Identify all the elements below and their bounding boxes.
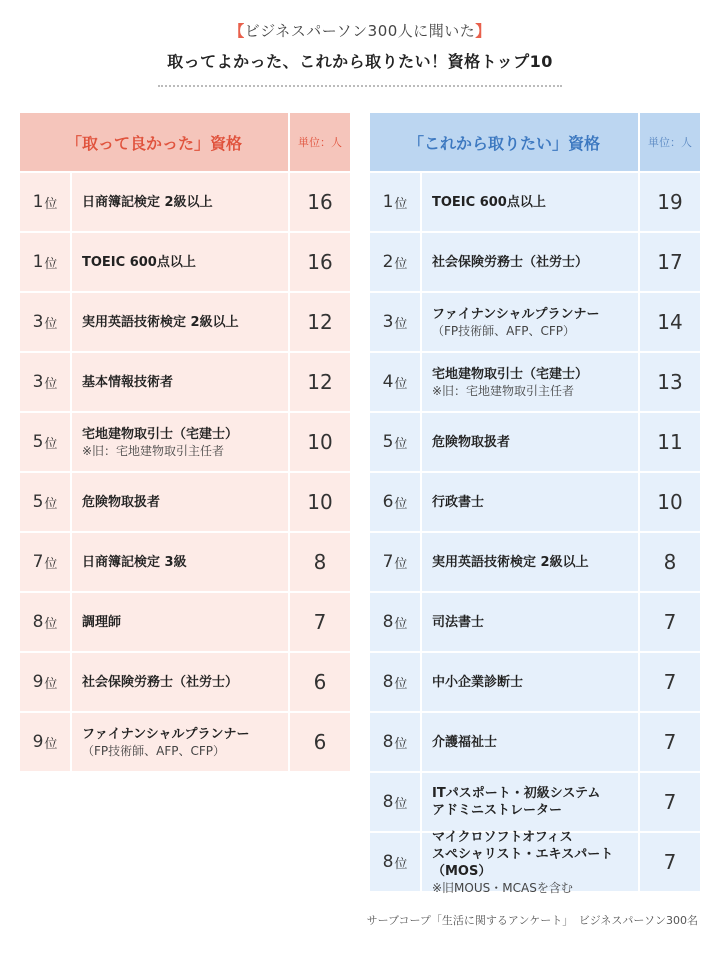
qualification-note: （FP技術師、AFP、CFP） (432, 323, 576, 338)
rank-number: 4 (382, 372, 394, 392)
rank-number: 5 (32, 492, 44, 512)
table-row (370, 773, 700, 831)
rank-cell (370, 173, 420, 231)
qualification-name: ファイナンシャルプランナー (432, 306, 600, 322)
header (0, 20, 720, 72)
table-body (20, 173, 350, 771)
rank-suffix: 位 (394, 676, 408, 692)
qualification-note: ※旧：宅地建物取引主任者 (432, 383, 575, 398)
table-row (370, 473, 700, 531)
table-want-to-get (370, 113, 700, 895)
rank-number: 8 (382, 792, 394, 812)
rank-suffix: 位 (394, 436, 408, 452)
qualification-note: ※旧MOUS・MCASを含む (432, 880, 573, 895)
qualification-cell (72, 653, 288, 711)
table-row (20, 473, 350, 531)
qualification-name: 行政書士 (432, 494, 485, 510)
qualification-cell (72, 533, 288, 591)
count-value: 7 (640, 833, 700, 891)
rank-number: 3 (382, 312, 394, 332)
unit-label: 単位：人 (640, 113, 700, 171)
rank-cell (20, 353, 70, 411)
qualification-name: 宅地建物取引士（宅建士） (82, 426, 239, 442)
qualification-name: 司法書士 (432, 614, 485, 630)
qualification-name: TOEIC 600点以上 (432, 194, 546, 210)
table-row (20, 353, 350, 411)
rank-cell (370, 593, 420, 651)
count-value: 8 (290, 533, 350, 591)
qualification-cell (422, 653, 638, 711)
qualification-cell (72, 593, 288, 651)
qualification-cell (72, 293, 288, 351)
rank-cell (20, 533, 70, 591)
rank-suffix: 位 (394, 256, 408, 272)
qualification-cell (72, 173, 288, 231)
qualification-name: 危険物取扱者 (82, 494, 161, 510)
qualification-cell (422, 533, 638, 591)
qualification-name: 介護福祉士 (432, 734, 498, 750)
title-divider (158, 85, 562, 87)
qualification-cell (72, 473, 288, 531)
qualification-cell (422, 173, 638, 231)
rank-cell (20, 233, 70, 291)
source-footnote: サーブコープ「生活に関するアンケート」 ビジネスパーソン300名 (366, 914, 698, 927)
rank-suffix: 位 (44, 676, 58, 692)
rank-number: 6 (382, 492, 394, 512)
table-row (20, 593, 350, 651)
count-value: 14 (640, 293, 700, 351)
qualification-cell (72, 713, 288, 771)
qualification-name: ファイナンシャルプランナー (82, 726, 250, 742)
rank-cell (20, 713, 70, 771)
rank-number: 7 (32, 552, 44, 572)
table-row (370, 353, 700, 411)
table-title: 「これから取りたい」資格 (370, 113, 638, 171)
rank-number: 9 (32, 732, 44, 752)
rank-suffix: 位 (394, 556, 408, 572)
rank-cell (20, 593, 70, 651)
count-value: 16 (290, 233, 350, 291)
rank-suffix: 位 (44, 256, 58, 272)
rank-suffix: 位 (394, 616, 408, 632)
table-header (20, 113, 350, 171)
table-body (370, 173, 700, 895)
unit-label: 単位：人 (290, 113, 350, 171)
count-value: 7 (640, 593, 700, 651)
rank-cell (370, 653, 420, 711)
qualification-note: ※旧：宅地建物取引主任者 (82, 443, 225, 458)
qualification-cell (72, 413, 288, 471)
qualification-cell (72, 233, 288, 291)
bracket-right: 】 (475, 22, 491, 40)
table-row (370, 713, 700, 771)
count-value: 13 (640, 353, 700, 411)
rank-suffix: 位 (44, 436, 58, 452)
qualification-cell (422, 353, 638, 411)
rank-number: 1 (382, 192, 394, 212)
rank-number: 8 (32, 612, 44, 632)
rank-number: 8 (382, 852, 394, 872)
qualification-cell (422, 593, 638, 651)
rank-cell (20, 413, 70, 471)
rank-number: 1 (32, 192, 44, 212)
qualification-name: 中小企業診断士 (432, 674, 524, 690)
rank-suffix: 位 (44, 316, 58, 332)
qualification-name: 実用英語技術検定 2級以上 (82, 314, 239, 330)
rank-suffix: 位 (394, 736, 408, 752)
rank-suffix: 位 (394, 496, 408, 512)
table-row (20, 413, 350, 471)
rank-cell (370, 233, 420, 291)
qualification-cell (422, 713, 638, 771)
page-title: 取ってよかった、これから取りたい！資格トップ10 (167, 52, 553, 71)
count-value: 7 (640, 653, 700, 711)
qualification-cell (422, 413, 638, 471)
subtitle-text: ビジネスパーソン300人に聞いた (244, 22, 476, 40)
table-row (370, 593, 700, 651)
qualification-name: 日商簿記検定 2級以上 (82, 194, 213, 210)
rank-suffix: 位 (394, 376, 408, 392)
count-value: 7 (640, 713, 700, 771)
rank-suffix: 位 (44, 496, 58, 512)
count-value: 12 (290, 353, 350, 411)
qualification-name: TOEIC 600点以上 (82, 254, 196, 270)
rank-number: 3 (32, 372, 44, 392)
table-row (370, 533, 700, 591)
rank-suffix: 位 (44, 616, 58, 632)
qualification-name: 宅地建物取引士（宅建士） (432, 366, 589, 382)
rank-suffix: 位 (44, 736, 58, 752)
rank-number: 5 (382, 432, 394, 452)
table-row (370, 653, 700, 711)
count-value: 6 (290, 713, 350, 771)
rank-number: 8 (382, 672, 394, 692)
qualification-cell (422, 773, 638, 831)
rank-number: 9 (32, 672, 44, 692)
qualification-name: 社会保険労務士（社労士） (432, 254, 589, 270)
table-row (20, 713, 350, 771)
rank-cell (20, 293, 70, 351)
count-value: 17 (640, 233, 700, 291)
qualification-cell (422, 473, 638, 531)
rank-number: 8 (382, 732, 394, 752)
count-value: 10 (290, 473, 350, 531)
table-row (20, 293, 350, 351)
count-value: 11 (640, 413, 700, 471)
qualification-name: 実用英語技術検定 2級以上 (432, 554, 589, 570)
rank-number: 3 (32, 312, 44, 332)
qualification-cell (422, 829, 638, 895)
count-value: 16 (290, 173, 350, 231)
rank-cell (370, 473, 420, 531)
page-subtitle (0, 20, 720, 41)
rank-cell (370, 293, 420, 351)
rank-suffix: 位 (394, 856, 408, 872)
table-row (20, 173, 350, 231)
rank-suffix: 位 (44, 196, 58, 212)
qualification-name: 調理師 (82, 614, 122, 630)
count-value: 7 (640, 773, 700, 831)
table-row (20, 233, 350, 291)
count-value: 8 (640, 533, 700, 591)
table-title: 「取って良かった」資格 (20, 113, 288, 171)
rank-suffix: 位 (394, 316, 408, 332)
rank-cell (370, 833, 420, 891)
table-row (370, 293, 700, 351)
table-got-good (20, 113, 350, 771)
table-row (20, 533, 350, 591)
table-row (20, 653, 350, 711)
rank-cell (370, 713, 420, 771)
qualification-note: （FP技術師、AFP、CFP） (82, 743, 226, 758)
table-row (370, 829, 700, 895)
rank-cell (20, 653, 70, 711)
rank-number: 7 (382, 552, 394, 572)
qualification-name: ITパスポート・初級システム アドミニストレーター (432, 786, 601, 818)
qualification-name: 危険物取扱者 (432, 434, 511, 450)
rank-number: 5 (32, 432, 44, 452)
rank-suffix: 位 (394, 196, 408, 212)
rank-cell (370, 353, 420, 411)
count-value: 10 (290, 413, 350, 471)
bracket-left: 【 (229, 22, 245, 40)
rank-number: 8 (382, 612, 394, 632)
count-value: 10 (640, 473, 700, 531)
qualification-name: マイクロソフトオフィス スペシャリスト・エキスパート（MOS） (432, 829, 614, 879)
rank-number: 2 (382, 252, 394, 272)
qualification-name: 社会保険労務士（社労士） (82, 674, 239, 690)
qualification-cell (422, 293, 638, 351)
rank-cell (370, 533, 420, 591)
table-row (370, 233, 700, 291)
rank-cell (370, 773, 420, 831)
rank-cell (20, 473, 70, 531)
rank-suffix: 位 (394, 796, 408, 812)
count-value: 6 (290, 653, 350, 711)
table-row (370, 413, 700, 471)
rank-number: 1 (32, 252, 44, 272)
count-value: 19 (640, 173, 700, 231)
count-value: 7 (290, 593, 350, 651)
rank-cell (370, 413, 420, 471)
rank-suffix: 位 (44, 376, 58, 392)
qualification-name: 日商簿記検定 3級 (82, 554, 187, 570)
rank-cell (20, 173, 70, 231)
rank-suffix: 位 (44, 556, 58, 572)
count-value: 12 (290, 293, 350, 351)
qualification-cell (422, 233, 638, 291)
table-row (370, 173, 700, 231)
table-header (370, 113, 700, 171)
qualification-cell (72, 353, 288, 411)
qualification-name: 基本情報技術者 (82, 374, 174, 390)
